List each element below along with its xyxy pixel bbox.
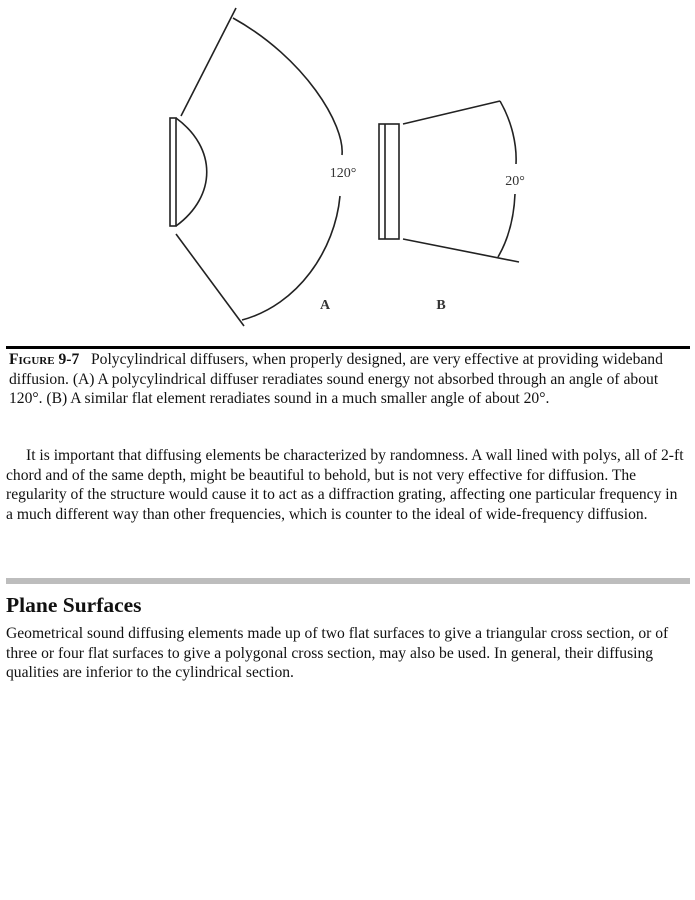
figure-caption — [9, 350, 687, 409]
diagram-label-b: B — [436, 298, 446, 313]
figure-caption-rule — [6, 346, 690, 349]
diffuser-a-backing — [170, 118, 176, 226]
diffuser-b-panel — [379, 124, 399, 239]
figure-9-7 — [0, 0, 695, 345]
figure-caption-text: Polycylindrical diffusers, when properly designed, are very effective at providing wideband diffusion. (A) A polycylindrical diffuser reradiates sound energy not absorbed through an angle of about 120°. (B) A similar flat element reradiates sound in a much smaller angle of about 20°. — [9, 351, 663, 408]
diffuser-a-upper-ray — [181, 8, 236, 116]
diffuser-b-upper-ray — [403, 101, 500, 124]
figure-caption-number: 9-7 — [58, 351, 80, 368]
section-divider — [6, 578, 690, 584]
diffuser-b-upper-arc — [500, 101, 516, 164]
diffuser-a-curved-surface — [176, 118, 207, 226]
diffuser-diagram — [0, 0, 695, 345]
diagram-label-a: A — [319, 298, 331, 313]
diffuser-b-lower-arc — [498, 194, 515, 257]
angle-label-120: 120° — [329, 166, 357, 181]
body-paragraph-plane-surfaces: Geometrical sound diffusing elements made up of two flat surfaces to give a triangular cross section, or of three or four flat surfaces to give a polygonal cross section, may also be used. In general, their diffusing qualities are inferior to the cylindrical section. — [6, 625, 669, 682]
angle-label-20: 20° — [505, 174, 525, 189]
figure-caption-label: Figure — [9, 351, 55, 368]
body-paragraph-randomness: It is important that diffusing elements be characterized by randomness. A wall lined with polys, all of 2-ft chord and of the same depth, might be beautiful to behold, but is not very effective for diffusion. The regularity of the structure would cause it to act as a diffraction grating, affecting one particular frequency in a much different way than other frequencies, which is counter to the ideal of wide-frequency diffusion. — [6, 447, 684, 523]
section-heading-plane-surfaces: Plane Surfaces — [6, 593, 142, 617]
diffuser-a-upper-arc — [233, 18, 342, 155]
diffuser-a-lower-ray — [176, 234, 244, 326]
